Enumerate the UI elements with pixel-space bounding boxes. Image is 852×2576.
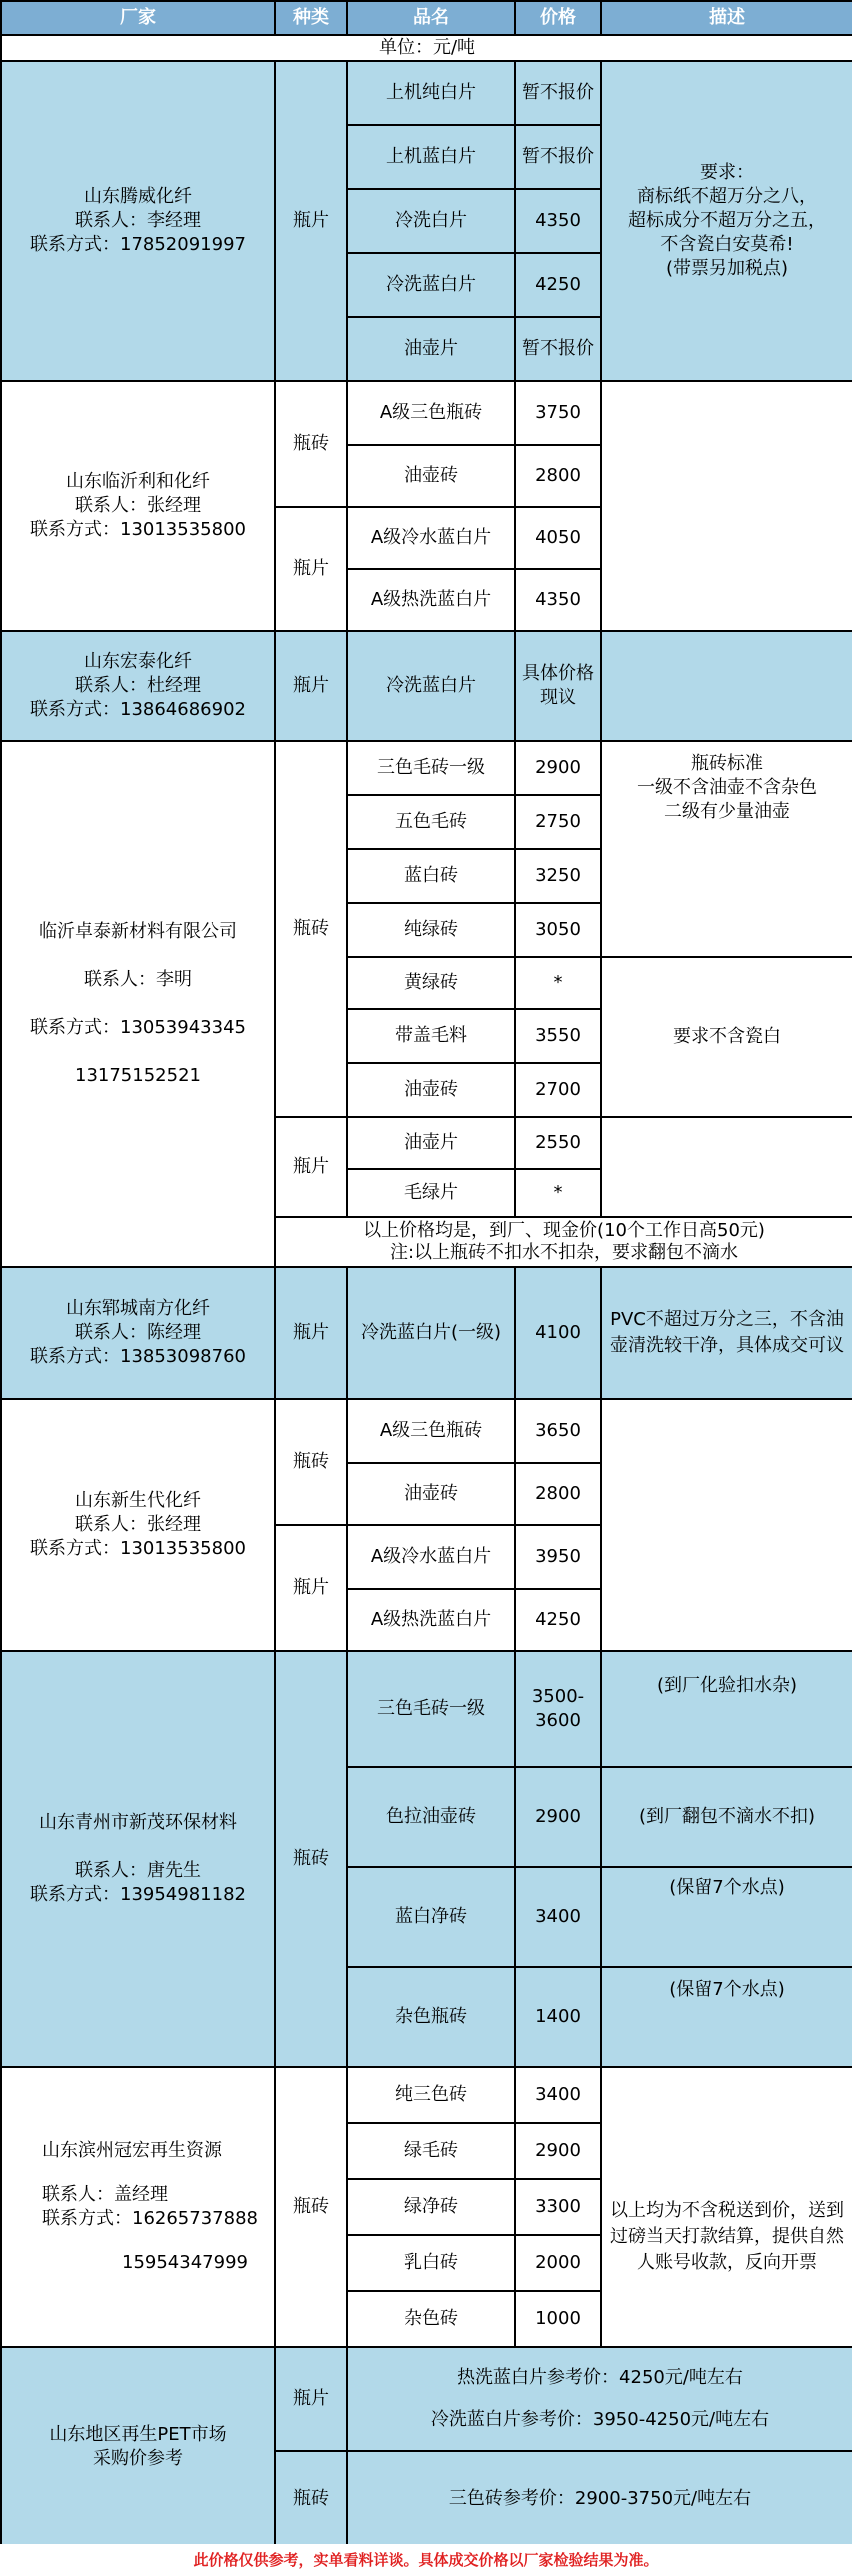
product-name: 毛绿片 bbox=[347, 1169, 515, 1217]
product-price: 2550 bbox=[515, 1117, 601, 1169]
reference-line: 热洗蓝白片参考价：4250元/吨左右 bbox=[457, 2367, 743, 2388]
note-line: 注:以上瓶砖不扣水不扣杂，要求翻包不滴水 bbox=[389, 1242, 739, 1263]
product-price: 3050 bbox=[515, 903, 601, 957]
company-name: 山东新生代化纤 bbox=[75, 1490, 201, 1511]
product-name: 油壶片 bbox=[347, 1117, 515, 1169]
desc-line: 瓶砖标准 bbox=[691, 753, 763, 774]
company-phone: 联系方式：13013535800 bbox=[30, 519, 246, 540]
product-name: 油壶砖 bbox=[347, 445, 515, 507]
product-name: 杂色砖 bbox=[347, 2291, 515, 2347]
desc-line: (带票另加税点) bbox=[665, 258, 789, 279]
product-price: * bbox=[515, 957, 601, 1009]
unit-row bbox=[1, 35, 852, 61]
product-name: 上机纯白片 bbox=[347, 61, 515, 125]
product-name: 蓝白净砖 bbox=[347, 1867, 515, 1967]
desc-line: (保留7个水点) bbox=[669, 1877, 785, 1898]
company-phone-2: 15954347999 bbox=[122, 2252, 248, 2273]
description-cell bbox=[601, 631, 852, 741]
description-cell bbox=[601, 1399, 852, 1651]
table-header bbox=[1, 1, 852, 35]
product-name: 冷洗白片 bbox=[347, 189, 515, 253]
description-cell bbox=[601, 1767, 852, 1867]
company-cell bbox=[1, 1651, 275, 2067]
company-cell bbox=[1, 381, 275, 631]
company-cell bbox=[1, 2347, 275, 2547]
company-name: 临沂卓泰新材料有限公司 bbox=[39, 921, 237, 942]
reference-line: 冷洗蓝白片参考价：3950-4250元/吨左右 bbox=[430, 2409, 770, 2430]
company-contact: 联系人：杜经理 bbox=[75, 675, 201, 696]
product-price: 2800 bbox=[515, 445, 601, 507]
header-company: 厂家 bbox=[1, 1, 275, 35]
table-row bbox=[1, 381, 852, 445]
company-cell bbox=[1, 61, 275, 381]
product-price: 2900 bbox=[515, 2123, 601, 2179]
reference-cell bbox=[347, 2451, 852, 2547]
product-name: 三色毛砖一级 bbox=[347, 741, 515, 795]
product-name: 油壶砖 bbox=[347, 1063, 515, 1117]
product-price: 3250 bbox=[515, 849, 601, 903]
product-name: A级冷水蓝白片 bbox=[347, 507, 515, 569]
company-name: 山东地区再生PET市场 bbox=[49, 2424, 227, 2445]
desc-line: 以上均为不含税送到价，送到过磅当天打款结算，提供自然人账号收款，反向开票 bbox=[610, 2200, 844, 2273]
product-price: 3300 bbox=[515, 2179, 601, 2235]
product-name: 油壶砖 bbox=[347, 1463, 515, 1525]
header-type: 种类 bbox=[275, 1, 347, 35]
company-phone: 联系方式：17852091997 bbox=[30, 234, 246, 255]
product-name: 绿净砖 bbox=[347, 2179, 515, 2235]
company-contact: 联系人：张经理 bbox=[75, 495, 201, 516]
company-phone: 联系方式：16265737888 bbox=[42, 2208, 258, 2229]
company-cell bbox=[1, 631, 275, 741]
type-cell: 瓶砖 bbox=[275, 1651, 347, 2067]
product-name: 上机蓝白片 bbox=[347, 125, 515, 189]
table-row bbox=[1, 61, 852, 125]
product-price: 2000 bbox=[515, 2235, 601, 2291]
product-price: 2750 bbox=[515, 795, 601, 849]
product-name: 三色毛砖一级 bbox=[347, 1651, 515, 1767]
company-contact: 联系人：盖经理 bbox=[42, 2184, 168, 2205]
product-name: 冷洗蓝白片 bbox=[347, 631, 515, 741]
product-price: 4350 bbox=[515, 569, 601, 631]
product-name: 油壶片 bbox=[347, 317, 515, 381]
product-name: 蓝白砖 bbox=[347, 849, 515, 903]
company-name: 山东宏泰化纤 bbox=[84, 651, 192, 672]
product-price: 3550 bbox=[515, 1009, 601, 1063]
product-price: 3750 bbox=[515, 381, 601, 445]
company-name: 山东滨州冠宏再生资源 bbox=[42, 2140, 222, 2161]
type-cell: 瓶片 bbox=[275, 1117, 347, 1217]
type-cell: 瓶片 bbox=[275, 1267, 347, 1399]
company-phone: 联系方式：13013535800 bbox=[30, 1538, 246, 1559]
company-contact: 联系人：李经理 bbox=[75, 210, 201, 231]
company-name: 山东腾威化纤 bbox=[84, 186, 192, 207]
company-contact: 联系人：陈经理 bbox=[75, 1322, 201, 1343]
description-cell bbox=[601, 957, 852, 1117]
product-name: A级热洗蓝白片 bbox=[347, 1589, 515, 1651]
type-cell: 瓶片 bbox=[275, 631, 347, 741]
company-subtitle: 采购价参考 bbox=[93, 2448, 183, 2469]
desc-line: (到厂化验扣水杂) bbox=[656, 1675, 798, 1696]
note-line: 以上价格均是，到厂、现金价(10个工作日高50元) bbox=[363, 1220, 765, 1241]
product-price: 暂不报价 bbox=[515, 61, 601, 125]
company-name: 山东临沂利和化纤 bbox=[66, 471, 210, 492]
product-price: * bbox=[515, 1169, 601, 1217]
product-name: 杂色瓶砖 bbox=[347, 1967, 515, 2067]
product-price: 2700 bbox=[515, 1063, 601, 1117]
company-cell bbox=[1, 2067, 275, 2347]
product-price: 1400 bbox=[515, 1967, 601, 2067]
table-row bbox=[1, 1651, 852, 1767]
product-price: 1000 bbox=[515, 2291, 601, 2347]
product-price: 3400 bbox=[515, 2067, 601, 2123]
reference-line: 三色砖参考价：2900-3750元/吨左右 bbox=[448, 2488, 752, 2509]
description-cell bbox=[601, 61, 852, 381]
header-product: 品名 bbox=[347, 1, 515, 35]
company-phone-2: 13175152521 bbox=[75, 1065, 201, 1086]
type-cell: 瓶砖 bbox=[275, 2451, 347, 2547]
description-cell bbox=[601, 1117, 852, 1217]
company-name: 山东郓城南方化纤 bbox=[66, 1298, 210, 1319]
description-cell bbox=[601, 741, 852, 957]
product-price: 3400 bbox=[515, 1867, 601, 1967]
desc-line: 商标纸不超万分之八， bbox=[637, 186, 817, 207]
company-contact: 联系人：唐先生 bbox=[75, 1860, 201, 1881]
product-price: 4250 bbox=[515, 1589, 601, 1651]
desc-line: 二级有少量油壶 bbox=[664, 801, 790, 822]
description-cell bbox=[601, 1267, 852, 1399]
product-name: 纯三色砖 bbox=[347, 2067, 515, 2123]
product-price: 4250 bbox=[515, 253, 601, 317]
product-name: 冷洗蓝白片(一级) bbox=[347, 1267, 515, 1399]
product-name: 色拉油壶砖 bbox=[347, 1767, 515, 1867]
product-name: A级热洗蓝白片 bbox=[347, 569, 515, 631]
company-contact: 联系人：李明 bbox=[84, 969, 192, 990]
product-name: A级冷水蓝白片 bbox=[347, 1525, 515, 1589]
product-price: 3500-3600 bbox=[515, 1651, 601, 1767]
desc-line: 要求不含瓷白 bbox=[673, 1026, 781, 1047]
product-price: 2900 bbox=[515, 1767, 601, 1867]
desc-line: 不含瓷白安莫希! bbox=[660, 234, 794, 255]
desc-line: 超标成分不超万分之五， bbox=[628, 210, 826, 231]
description-cell bbox=[601, 1651, 852, 1767]
table-row bbox=[1, 2347, 852, 2451]
note-cell bbox=[275, 1217, 852, 1267]
product-price: 4100 bbox=[515, 1267, 601, 1399]
desc-line: 一级不含油壶不含杂色 bbox=[637, 777, 817, 798]
description-cell bbox=[601, 1867, 852, 1967]
product-name: 冷洗蓝白片 bbox=[347, 253, 515, 317]
product-price: 4050 bbox=[515, 507, 601, 569]
desc-line: (保留7个水点) bbox=[669, 1979, 785, 2000]
type-cell: 瓶片 bbox=[275, 507, 347, 631]
type-cell: 瓶砖 bbox=[275, 1399, 347, 1525]
product-name: 黄绿砖 bbox=[347, 957, 515, 1009]
company-phone: 联系方式：13954981182 bbox=[30, 1884, 246, 1905]
reference-cell bbox=[347, 2347, 852, 2451]
product-price: 暂不报价 bbox=[515, 317, 601, 381]
product-price: 3950 bbox=[515, 1525, 601, 1589]
product-name: 绿毛砖 bbox=[347, 2123, 515, 2179]
product-name: A级三色瓶砖 bbox=[347, 1399, 515, 1463]
type-cell: 瓶砖 bbox=[275, 2067, 347, 2347]
company-cell bbox=[1, 1267, 275, 1399]
company-phone: 联系方式：13864686902 bbox=[30, 699, 246, 720]
product-price: 2800 bbox=[515, 1463, 601, 1525]
table-row bbox=[1, 631, 852, 741]
unit-label: 单位：元/吨 bbox=[1, 35, 852, 61]
product-price: 3650 bbox=[515, 1399, 601, 1463]
description-cell bbox=[601, 381, 852, 631]
product-price: 暂不报价 bbox=[515, 125, 601, 189]
type-cell: 瓶砖 bbox=[275, 741, 347, 1117]
company-phone: 联系方式：13053943345 bbox=[30, 1017, 246, 1038]
company-contact: 联系人：张经理 bbox=[75, 1514, 201, 1535]
table-row bbox=[1, 1267, 852, 1399]
product-name: 纯绿砖 bbox=[347, 903, 515, 957]
product-name: 乳白砖 bbox=[347, 2235, 515, 2291]
product-name: A级三色瓶砖 bbox=[347, 381, 515, 445]
product-price: 4350 bbox=[515, 189, 601, 253]
type-cell: 瓶片 bbox=[275, 2347, 347, 2451]
desc-line: 要求： bbox=[700, 162, 754, 183]
company-cell bbox=[1, 741, 275, 1267]
table-row bbox=[1, 1399, 852, 1463]
product-price: 2900 bbox=[515, 741, 601, 795]
table-row bbox=[1, 741, 852, 795]
company-phone: 联系方式：13853098760 bbox=[30, 1346, 246, 1367]
desc-line: PVC不超过万分之三，不含油壶清洗较干净，具体成交可议 bbox=[610, 1309, 844, 1356]
product-name: 五色毛砖 bbox=[347, 795, 515, 849]
company-name: 山东青州市新茂环保材料 bbox=[39, 1812, 237, 1833]
header-desc: 描述 bbox=[601, 1, 852, 35]
description-cell bbox=[601, 1967, 852, 2067]
footer-disclaimer: 此价格仅供参考，实单看料详谈。具体成交价格以厂家检验结果为准。 bbox=[0, 2544, 852, 2576]
type-cell: 瓶片 bbox=[275, 61, 347, 381]
description-cell bbox=[601, 2067, 852, 2347]
type-cell: 瓶砖 bbox=[275, 381, 347, 507]
table-row bbox=[1, 2067, 852, 2123]
company-cell bbox=[1, 1399, 275, 1651]
header-price: 价格 bbox=[515, 1, 601, 35]
desc-line: (到厂翻包不滴水不扣) bbox=[638, 1806, 816, 1827]
product-price: 具体价格现议 bbox=[515, 631, 601, 741]
type-cell: 瓶片 bbox=[275, 1525, 347, 1651]
product-name: 带盖毛料 bbox=[347, 1009, 515, 1063]
